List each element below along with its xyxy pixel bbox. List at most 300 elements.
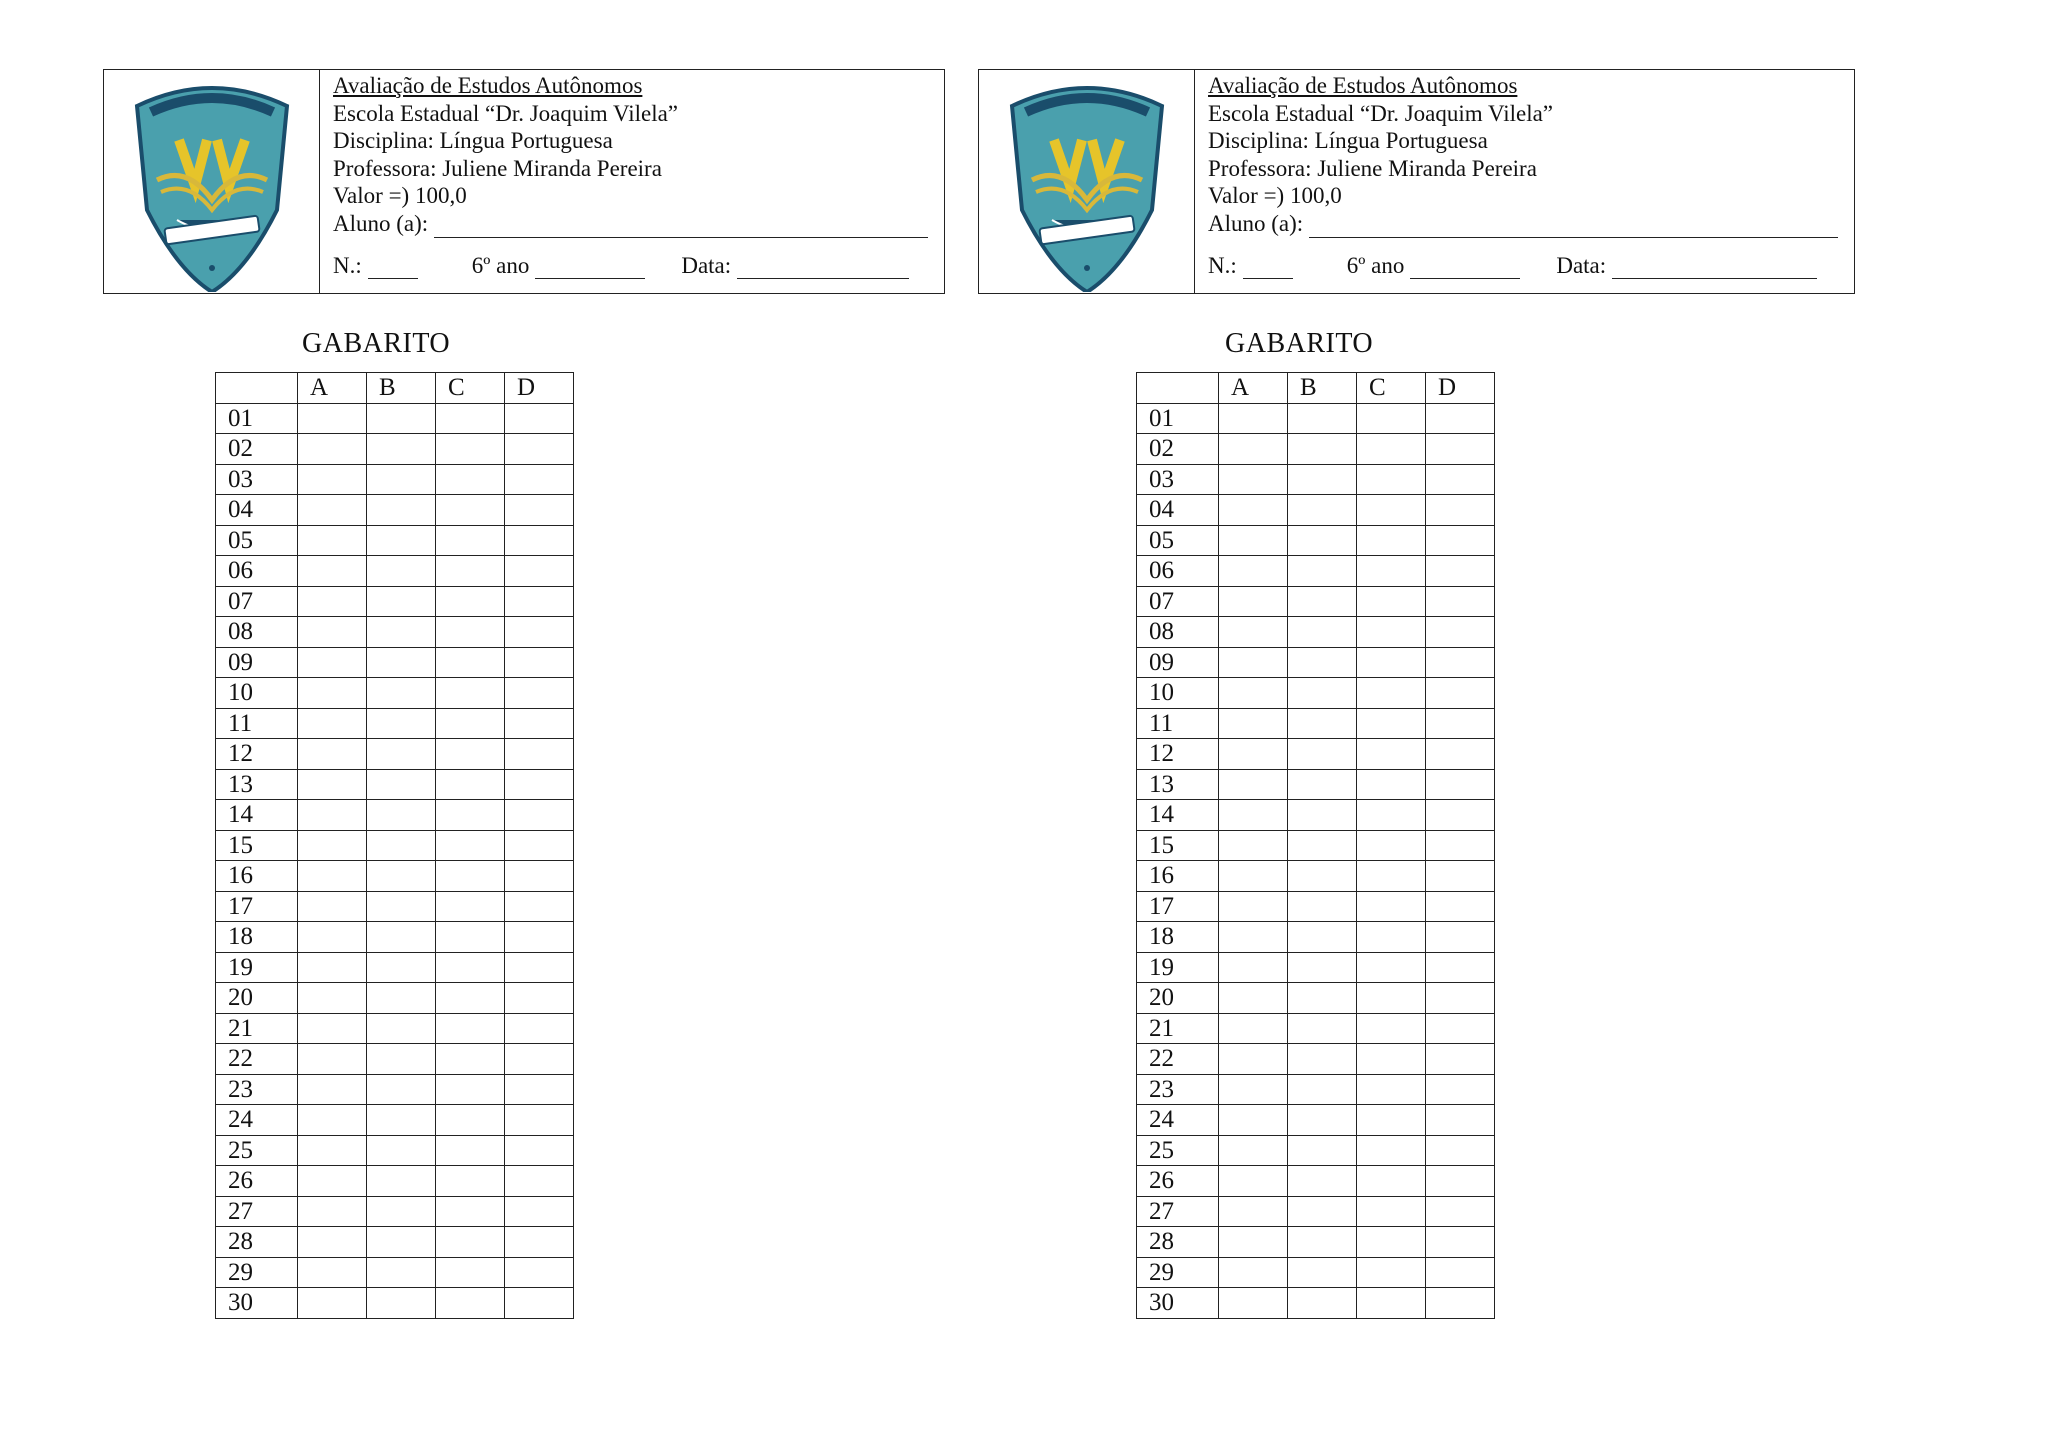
answer-cell-a[interactable]	[298, 403, 367, 434]
answer-cell-d[interactable]	[505, 861, 574, 892]
answer-cell-c[interactable]	[1357, 1013, 1426, 1044]
answer-cell-b[interactable]	[1288, 1074, 1357, 1105]
answer-cell-b[interactable]	[367, 1288, 436, 1319]
answer-cell-d[interactable]	[1426, 1074, 1495, 1105]
answer-cell-c[interactable]	[436, 617, 505, 648]
answer-cell-a[interactable]	[1219, 769, 1288, 800]
answer-cell-d[interactable]	[505, 586, 574, 617]
answer-cell-c[interactable]	[1357, 495, 1426, 526]
student-name-field[interactable]	[1309, 217, 1838, 238]
header-box	[103, 69, 945, 294]
gabarito-title: GABARITO	[302, 328, 451, 359]
answer-cell-d[interactable]	[1426, 464, 1495, 495]
answer-cell-b[interactable]	[1288, 1288, 1357, 1319]
answer-cell-c[interactable]	[436, 769, 505, 800]
answer-cell-b[interactable]	[367, 1074, 436, 1105]
answer-cell-b[interactable]	[1288, 1166, 1357, 1197]
answer-cell-b[interactable]	[1288, 891, 1357, 922]
table-row	[1137, 983, 1495, 1014]
answer-cell-a[interactable]	[298, 1227, 367, 1258]
table-row	[216, 800, 574, 831]
answer-cell-b[interactable]	[367, 830, 436, 861]
grade-field[interactable]	[1410, 258, 1520, 279]
answer-cell-a[interactable]	[1219, 861, 1288, 892]
answer-cell-b[interactable]	[367, 861, 436, 892]
date-label: Data:	[681, 252, 732, 278]
answer-cell-b[interactable]	[1288, 403, 1357, 434]
answer-cell-b[interactable]	[1288, 739, 1357, 770]
answer-cell-a[interactable]	[298, 1257, 367, 1288]
answer-cell-c[interactable]	[1357, 1196, 1426, 1227]
answer-cell-b[interactable]	[1288, 525, 1357, 556]
answer-cell-b[interactable]	[1288, 586, 1357, 617]
answer-cell-a[interactable]	[1219, 525, 1288, 556]
column-header-c: C	[436, 373, 505, 404]
answer-cell-d[interactable]	[1426, 525, 1495, 556]
answer-cell-d[interactable]	[1426, 1105, 1495, 1136]
answer-cell-a[interactable]	[1219, 617, 1288, 648]
answer-cell-a[interactable]	[1219, 1044, 1288, 1075]
answer-cell-a[interactable]	[1219, 464, 1288, 495]
answer-cell-c[interactable]	[1357, 1288, 1426, 1319]
date-label: Data:	[1556, 252, 1607, 278]
answer-cell-d[interactable]	[505, 1196, 574, 1227]
student-name-row	[333, 210, 928, 238]
table-row	[1137, 1074, 1495, 1105]
answer-cell-a[interactable]	[1219, 434, 1288, 465]
answer-cell-b[interactable]	[1288, 1044, 1357, 1075]
answer-cell-a[interactable]	[298, 952, 367, 983]
table-row	[1137, 708, 1495, 739]
number-grade-date-row	[1208, 252, 1838, 280]
table-row	[216, 464, 574, 495]
answer-cell-c[interactable]	[1357, 464, 1426, 495]
answer-cell-c[interactable]	[1357, 403, 1426, 434]
answer-cell-d[interactable]	[1426, 739, 1495, 770]
answer-cell-a[interactable]	[298, 1074, 367, 1105]
table-row	[1137, 434, 1495, 465]
answer-cell-a[interactable]	[1219, 800, 1288, 831]
answer-cell-c[interactable]	[1357, 434, 1426, 465]
answer-cell-b[interactable]	[367, 708, 436, 739]
answer-cell-d[interactable]	[505, 1257, 574, 1288]
question-number: 13	[216, 769, 298, 800]
answer-cell-c[interactable]	[1357, 586, 1426, 617]
answer-cell-a[interactable]	[298, 983, 367, 1014]
answer-cell-a[interactable]	[298, 1166, 367, 1197]
answer-cell-b[interactable]	[1288, 1105, 1357, 1136]
answer-cell-d[interactable]	[1426, 556, 1495, 587]
answer-cell-c[interactable]	[1357, 647, 1426, 678]
table-row	[216, 403, 574, 434]
column-header-c: C	[1357, 373, 1426, 404]
answer-cell-d[interactable]	[1426, 1166, 1495, 1197]
answer-cell-c[interactable]	[1357, 708, 1426, 739]
answer-cell-d[interactable]	[505, 983, 574, 1014]
answer-cell-a[interactable]	[1219, 647, 1288, 678]
answer-cell-a[interactable]	[1219, 1074, 1288, 1105]
question-number: 02	[1137, 434, 1219, 465]
answer-cell-c[interactable]	[436, 403, 505, 434]
answer-cell-a[interactable]	[1219, 922, 1288, 953]
answer-cell-d[interactable]	[1426, 586, 1495, 617]
subject-line: Disciplina: Língua Portuguesa	[333, 128, 613, 154]
answer-cell-c[interactable]	[436, 952, 505, 983]
answer-cell-c[interactable]	[1357, 952, 1426, 983]
table-row	[216, 922, 574, 953]
answer-cell-d[interactable]	[505, 647, 574, 678]
answer-cell-d[interactable]	[505, 464, 574, 495]
answer-cell-d[interactable]	[1426, 861, 1495, 892]
question-number: 03	[216, 464, 298, 495]
answer-cell-a[interactable]	[298, 830, 367, 861]
answer-cell-c[interactable]	[1357, 1105, 1426, 1136]
answer-cell-a[interactable]	[298, 1013, 367, 1044]
number-field[interactable]	[1243, 258, 1293, 279]
answer-cell-b[interactable]	[1288, 1196, 1357, 1227]
answer-cell-a[interactable]	[1219, 830, 1288, 861]
answer-cell-d[interactable]	[505, 434, 574, 465]
answer-cell-b[interactable]	[367, 769, 436, 800]
answer-cell-c[interactable]	[436, 830, 505, 861]
answer-cell-b[interactable]	[1288, 952, 1357, 983]
answer-cell-a[interactable]	[1219, 1288, 1288, 1319]
answer-cell-d[interactable]	[505, 708, 574, 739]
answer-cell-a[interactable]	[298, 1044, 367, 1075]
value-line: Valor =) 100,0	[333, 183, 467, 209]
answer-cell-d[interactable]	[505, 739, 574, 770]
answer-cell-c[interactable]	[1357, 1135, 1426, 1166]
answer-cell-d[interactable]	[1426, 1196, 1495, 1227]
answer-cell-d[interactable]	[505, 617, 574, 648]
answer-cell-c[interactable]	[436, 464, 505, 495]
subject-line: Disciplina: Língua Portuguesa	[1208, 128, 1488, 154]
answer-cell-d[interactable]	[1426, 891, 1495, 922]
answer-cell-d[interactable]	[1426, 1227, 1495, 1258]
answer-cell-a[interactable]	[1219, 1105, 1288, 1136]
answer-cell-b[interactable]	[367, 556, 436, 587]
answer-cell-c[interactable]	[436, 1257, 505, 1288]
answer-cell-c[interactable]	[436, 556, 505, 587]
answer-cell-c[interactable]	[436, 647, 505, 678]
answer-cell-a[interactable]	[298, 922, 367, 953]
answer-cell-c[interactable]	[436, 891, 505, 922]
answer-cell-a[interactable]	[298, 586, 367, 617]
school-name: Escola Estadual “Dr. Joaquim Vilela”	[333, 100, 679, 126]
answer-cell-d[interactable]	[505, 830, 574, 861]
answer-cell-b[interactable]	[367, 464, 436, 495]
answer-cell-c[interactable]	[1357, 1257, 1426, 1288]
answer-cell-a[interactable]	[1219, 403, 1288, 434]
answer-cell-c[interactable]	[436, 1013, 505, 1044]
answer-cell-b[interactable]	[1288, 464, 1357, 495]
answer-cell-b[interactable]	[367, 1257, 436, 1288]
answer-cell-c[interactable]	[436, 861, 505, 892]
answer-cell-d[interactable]	[505, 1044, 574, 1075]
answer-cell-a[interactable]	[298, 464, 367, 495]
answer-cell-b[interactable]	[1288, 1227, 1357, 1258]
answer-cell-a[interactable]	[1219, 708, 1288, 739]
answer-cell-d[interactable]	[1426, 830, 1495, 861]
table-row	[1137, 403, 1495, 434]
answer-cell-a[interactable]	[298, 1135, 367, 1166]
answer-cell-b[interactable]	[367, 739, 436, 770]
answer-cell-d[interactable]	[505, 800, 574, 831]
answer-cell-a[interactable]	[298, 556, 367, 587]
table-row	[1137, 495, 1495, 526]
answer-cell-c[interactable]	[1357, 678, 1426, 709]
answer-cell-c[interactable]	[436, 1135, 505, 1166]
logo-cell	[979, 70, 1195, 293]
table-row	[1137, 830, 1495, 861]
answer-cell-a[interactable]	[298, 769, 367, 800]
answer-cell-a[interactable]	[298, 1196, 367, 1227]
answer-cell-b[interactable]	[367, 586, 436, 617]
answer-cell-d[interactable]	[505, 525, 574, 556]
answer-cell-b[interactable]	[367, 678, 436, 709]
answer-cell-a[interactable]	[298, 647, 367, 678]
answer-cell-a[interactable]	[1219, 1135, 1288, 1166]
grade-label: 6º ano	[471, 252, 530, 278]
table-row	[216, 739, 574, 770]
answer-cell-c[interactable]	[436, 800, 505, 831]
table-row	[1137, 1257, 1495, 1288]
table-row	[216, 952, 574, 983]
answer-cell-c[interactable]	[436, 1166, 505, 1197]
answer-cell-a[interactable]	[298, 861, 367, 892]
answer-cell-c[interactable]	[436, 983, 505, 1014]
answer-cell-b[interactable]	[367, 1013, 436, 1044]
answer-cell-c[interactable]	[436, 739, 505, 770]
answer-cell-b[interactable]	[1288, 617, 1357, 648]
answer-cell-b[interactable]	[367, 1044, 436, 1075]
table-row	[216, 556, 574, 587]
number-grade-date-row	[333, 252, 928, 280]
table-row	[216, 1166, 574, 1197]
answer-cell-b[interactable]	[1288, 769, 1357, 800]
answer-cell-b[interactable]	[1288, 556, 1357, 587]
answer-cell-b[interactable]	[367, 495, 436, 526]
answer-cell-b[interactable]	[367, 1166, 436, 1197]
answer-cell-c[interactable]	[1357, 1166, 1426, 1197]
answer-cell-b[interactable]	[367, 647, 436, 678]
answer-cell-a[interactable]	[1219, 1166, 1288, 1197]
answer-cell-c[interactable]	[436, 1288, 505, 1319]
answer-cell-d[interactable]	[1426, 678, 1495, 709]
answer-cell-d[interactable]	[505, 403, 574, 434]
answer-cell-d[interactable]	[1426, 952, 1495, 983]
answer-cell-b[interactable]	[1288, 922, 1357, 953]
answer-cell-d[interactable]	[1426, 647, 1495, 678]
answer-cell-b[interactable]	[1288, 1257, 1357, 1288]
table-row	[1137, 586, 1495, 617]
answer-cell-d[interactable]	[505, 1074, 574, 1105]
answer-cell-c[interactable]	[436, 1074, 505, 1105]
answer-cell-b[interactable]	[1288, 1135, 1357, 1166]
answer-cell-a[interactable]	[1219, 586, 1288, 617]
column-header-b: B	[367, 373, 436, 404]
question-number: 24	[1137, 1105, 1219, 1136]
answer-cell-a[interactable]	[1219, 1013, 1288, 1044]
answer-sheet-right	[875, 0, 1875, 1448]
answer-cell-c[interactable]	[1357, 800, 1426, 831]
answer-cell-b[interactable]	[367, 1105, 436, 1136]
answer-cell-a[interactable]	[298, 495, 367, 526]
answer-cell-d[interactable]	[505, 769, 574, 800]
answer-cell-d[interactable]	[1426, 495, 1495, 526]
grade-label: 6º ano	[1346, 252, 1405, 278]
answer-cell-c[interactable]	[436, 1044, 505, 1075]
answer-cell-c[interactable]	[436, 434, 505, 465]
answer-cell-d[interactable]	[1426, 434, 1495, 465]
answer-cell-b[interactable]	[1288, 830, 1357, 861]
answer-cell-b[interactable]	[367, 891, 436, 922]
answer-cell-d[interactable]	[505, 922, 574, 953]
answer-cell-c[interactable]	[436, 708, 505, 739]
answer-cell-a[interactable]	[298, 708, 367, 739]
answer-cell-d[interactable]	[505, 1135, 574, 1166]
answer-cell-a[interactable]	[298, 800, 367, 831]
grade-field[interactable]	[535, 258, 645, 279]
answer-cell-d[interactable]	[1426, 1288, 1495, 1319]
answer-cell-a[interactable]	[1219, 891, 1288, 922]
answer-cell-d[interactable]	[505, 495, 574, 526]
answer-cell-d[interactable]	[505, 1288, 574, 1319]
answer-cell-d[interactable]	[505, 1013, 574, 1044]
answer-cell-a[interactable]	[1219, 952, 1288, 983]
answer-cell-b[interactable]	[1288, 434, 1357, 465]
answer-cell-b[interactable]	[1288, 861, 1357, 892]
answer-cell-c[interactable]	[1357, 830, 1426, 861]
student-name-field[interactable]	[434, 217, 928, 238]
answer-cell-d[interactable]	[1426, 800, 1495, 831]
answer-cell-b[interactable]	[367, 800, 436, 831]
number-field[interactable]	[368, 258, 418, 279]
answer-cell-c[interactable]	[1357, 525, 1426, 556]
answer-cell-c[interactable]	[436, 922, 505, 953]
answer-cell-c[interactable]	[1357, 861, 1426, 892]
answer-cell-a[interactable]	[1219, 1196, 1288, 1227]
answer-cell-b[interactable]	[1288, 647, 1357, 678]
answer-cell-b[interactable]	[1288, 678, 1357, 709]
answer-cell-d[interactable]	[1426, 983, 1495, 1014]
answer-cell-c[interactable]	[436, 1105, 505, 1136]
question-number: 08	[1137, 617, 1219, 648]
table-row	[1137, 556, 1495, 587]
answer-cell-c[interactable]	[1357, 739, 1426, 770]
answer-cell-a[interactable]	[298, 739, 367, 770]
answer-cell-d[interactable]	[1426, 1135, 1495, 1166]
question-number: 23	[1137, 1074, 1219, 1105]
answer-cell-b[interactable]	[1288, 708, 1357, 739]
answer-cell-c[interactable]	[1357, 556, 1426, 587]
answer-cell-b[interactable]	[367, 922, 436, 953]
answer-cell-a[interactable]	[1219, 739, 1288, 770]
question-number: 09	[216, 647, 298, 678]
answer-cell-c[interactable]	[436, 495, 505, 526]
answer-cell-b[interactable]	[367, 1227, 436, 1258]
answer-cell-c[interactable]	[1357, 1044, 1426, 1075]
table-row	[216, 617, 574, 648]
answer-cell-b[interactable]	[1288, 1013, 1357, 1044]
answer-cell-a[interactable]	[298, 891, 367, 922]
answer-cell-b[interactable]	[1288, 495, 1357, 526]
answer-cell-d[interactable]	[505, 1105, 574, 1136]
answer-cell-a[interactable]	[1219, 495, 1288, 526]
answer-cell-c[interactable]	[436, 525, 505, 556]
answer-cell-b[interactable]	[1288, 800, 1357, 831]
table-row	[1137, 1044, 1495, 1075]
answer-cell-a[interactable]	[1219, 1227, 1288, 1258]
table-row	[216, 1196, 574, 1227]
answer-cell-c[interactable]	[436, 586, 505, 617]
answer-cell-a[interactable]	[298, 678, 367, 709]
answer-cell-a[interactable]	[298, 1105, 367, 1136]
table-row	[1137, 952, 1495, 983]
answer-cell-c[interactable]	[436, 678, 505, 709]
answer-cell-b[interactable]	[367, 434, 436, 465]
answer-cell-c[interactable]	[1357, 1074, 1426, 1105]
answer-cell-d[interactable]	[505, 1227, 574, 1258]
question-number: 01	[1137, 403, 1219, 434]
answer-cell-d[interactable]	[1426, 769, 1495, 800]
answer-cell-d[interactable]	[505, 556, 574, 587]
answer-cell-d[interactable]	[1426, 708, 1495, 739]
answer-cell-b[interactable]	[367, 1135, 436, 1166]
answer-cell-c[interactable]	[1357, 922, 1426, 953]
answer-cell-b[interactable]	[367, 617, 436, 648]
number-label: N.:	[333, 252, 362, 278]
answer-cell-c[interactable]	[1357, 617, 1426, 648]
answer-cell-d[interactable]	[1426, 403, 1495, 434]
answer-cell-a[interactable]	[1219, 983, 1288, 1014]
answer-cell-d[interactable]	[1426, 1013, 1495, 1044]
answer-cell-b[interactable]	[367, 403, 436, 434]
answer-cell-d[interactable]	[1426, 1044, 1495, 1075]
answer-cell-d[interactable]	[505, 891, 574, 922]
table-row	[216, 1227, 574, 1258]
teacher-line: Professora: Juliene Miranda Pereira	[333, 155, 662, 181]
answer-cell-c[interactable]	[436, 1196, 505, 1227]
answer-cell-d[interactable]	[505, 952, 574, 983]
answer-cell-d[interactable]	[1426, 922, 1495, 953]
answer-cell-a[interactable]	[298, 1288, 367, 1319]
answer-cell-b[interactable]	[367, 1196, 436, 1227]
answer-cell-c[interactable]	[436, 1227, 505, 1258]
answer-cell-a[interactable]	[1219, 1257, 1288, 1288]
answer-cell-d[interactable]	[1426, 1257, 1495, 1288]
answer-cell-d[interactable]	[1426, 617, 1495, 648]
table-row	[1137, 1135, 1495, 1166]
answer-cell-a[interactable]	[298, 525, 367, 556]
date-field[interactable]	[1612, 258, 1817, 279]
answer-cell-c[interactable]	[1357, 983, 1426, 1014]
answer-cell-c[interactable]	[1357, 1227, 1426, 1258]
answer-cell-b[interactable]	[1288, 983, 1357, 1014]
answer-cell-b[interactable]	[367, 983, 436, 1014]
answer-cell-a[interactable]	[1219, 678, 1288, 709]
answer-cell-c[interactable]	[1357, 891, 1426, 922]
answer-cell-a[interactable]	[298, 617, 367, 648]
question-number: 06	[216, 556, 298, 587]
answer-cell-b[interactable]	[367, 952, 436, 983]
answer-cell-c[interactable]	[1357, 769, 1426, 800]
answer-cell-b[interactable]	[367, 525, 436, 556]
answer-cell-a[interactable]	[1219, 556, 1288, 587]
answer-cell-d[interactable]	[505, 1166, 574, 1197]
answer-cell-d[interactable]	[505, 678, 574, 709]
answer-cell-a[interactable]	[298, 434, 367, 465]
